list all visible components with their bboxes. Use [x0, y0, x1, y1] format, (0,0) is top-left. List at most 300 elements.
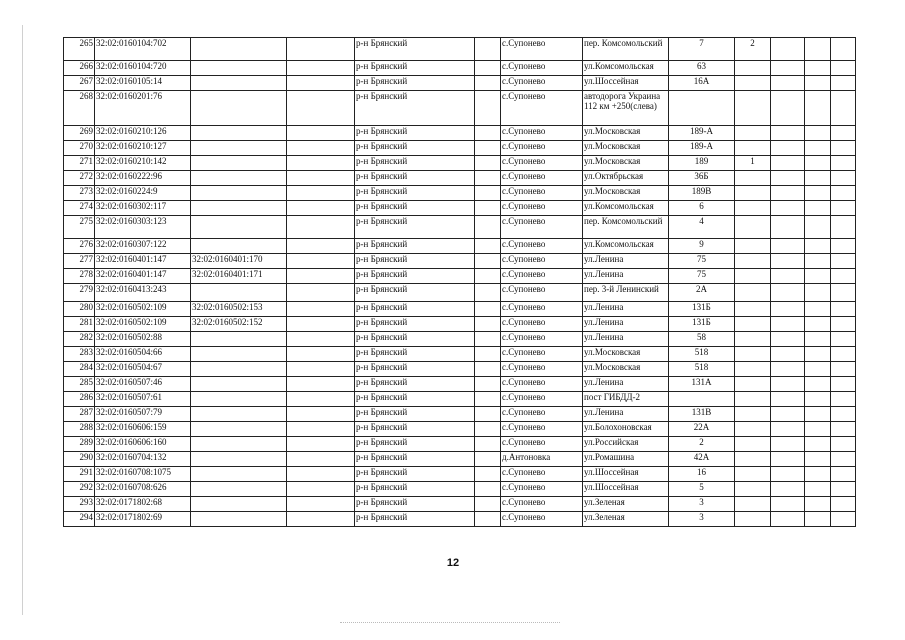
district: р-н Брянский — [355, 317, 475, 332]
empty-cell — [475, 171, 501, 186]
linked-cadastral-number — [191, 377, 287, 392]
empty-cell — [771, 91, 805, 126]
empty-cell — [287, 317, 355, 332]
empty-cell — [831, 186, 856, 201]
table-row — [64, 467, 856, 482]
table-row — [64, 76, 856, 91]
district: р-н Брянский — [355, 422, 475, 437]
row-number: 293 — [64, 497, 95, 512]
table-row — [64, 317, 856, 332]
settlement: с.Супонево — [501, 362, 583, 377]
table-row — [64, 437, 856, 452]
empty-cell — [831, 512, 856, 527]
cadastral-number: 32:02:0160222:96 — [95, 171, 191, 186]
row-number: 292 — [64, 482, 95, 497]
settlement: с.Супонево — [501, 512, 583, 527]
linked-cadastral-number — [191, 332, 287, 347]
district: р-н Брянский — [355, 216, 475, 239]
extra-value: 2 — [735, 38, 771, 61]
empty-cell — [475, 437, 501, 452]
empty-cell — [771, 269, 805, 284]
street: ул.Комсомольская — [583, 201, 669, 216]
cadastral-number: 32:02:0160504:67 — [95, 362, 191, 377]
row-number: 291 — [64, 467, 95, 482]
house-number: 2А — [669, 284, 735, 302]
empty-cell — [771, 216, 805, 239]
house-number: 42А — [669, 452, 735, 467]
empty-cell — [805, 171, 831, 186]
empty-cell — [831, 347, 856, 362]
row-number: 288 — [64, 422, 95, 437]
settlement: с.Супонево — [501, 61, 583, 76]
empty-cell — [475, 377, 501, 392]
cadastral-number: 32:02:0160104:702 — [95, 38, 191, 61]
empty-cell — [287, 407, 355, 422]
extra-value — [735, 171, 771, 186]
empty-cell — [805, 216, 831, 239]
extra-value — [735, 61, 771, 76]
empty-cell — [475, 347, 501, 362]
table-row — [64, 392, 856, 407]
cadastral-number: 32:02:0160502:88 — [95, 332, 191, 347]
settlement: с.Супонево — [501, 239, 583, 254]
empty-cell — [287, 437, 355, 452]
row-number: 269 — [64, 126, 95, 141]
empty-cell — [475, 482, 501, 497]
empty-cell — [771, 156, 805, 171]
empty-cell — [475, 156, 501, 171]
empty-cell — [831, 392, 856, 407]
empty-cell — [831, 452, 856, 467]
empty-cell — [805, 482, 831, 497]
settlement: с.Супонево — [501, 201, 583, 216]
empty-cell — [805, 186, 831, 201]
house-number: 131Б — [669, 302, 735, 317]
table-row — [64, 512, 856, 527]
empty-cell — [805, 156, 831, 171]
extra-value — [735, 302, 771, 317]
row-number: 277 — [64, 254, 95, 269]
cadastral-number: 32:02:0160401:147 — [95, 254, 191, 269]
street: ул.Шоссейная — [583, 76, 669, 91]
empty-cell — [831, 482, 856, 497]
empty-cell — [475, 239, 501, 254]
house-number: 7 — [669, 38, 735, 61]
extra-value — [735, 269, 771, 284]
row-number: 294 — [64, 512, 95, 527]
empty-cell — [831, 171, 856, 186]
linked-cadastral-number — [191, 156, 287, 171]
extra-value — [735, 317, 771, 332]
empty-cell — [475, 38, 501, 61]
empty-cell — [771, 422, 805, 437]
settlement: с.Супонево — [501, 317, 583, 332]
settlement: с.Супонево — [501, 156, 583, 171]
district: р-н Брянский — [355, 201, 475, 216]
empty-cell — [771, 482, 805, 497]
house-number: 16А — [669, 76, 735, 91]
empty-cell — [771, 201, 805, 216]
empty-cell — [805, 239, 831, 254]
empty-cell — [771, 61, 805, 76]
empty-cell — [771, 302, 805, 317]
empty-cell — [287, 422, 355, 437]
empty-cell — [287, 497, 355, 512]
district: р-н Брянский — [355, 482, 475, 497]
row-number: 283 — [64, 347, 95, 362]
settlement: с.Супонево — [501, 269, 583, 284]
linked-cadastral-number — [191, 347, 287, 362]
house-number: 16 — [669, 467, 735, 482]
empty-cell — [287, 156, 355, 171]
empty-cell — [805, 269, 831, 284]
empty-cell — [805, 126, 831, 141]
row-number: 289 — [64, 437, 95, 452]
row-number: 281 — [64, 317, 95, 332]
row-number: 275 — [64, 216, 95, 239]
settlement: с.Супонево — [501, 392, 583, 407]
empty-cell — [771, 467, 805, 482]
cadastral-number: 32:02:0160210:126 — [95, 126, 191, 141]
empty-cell — [831, 141, 856, 156]
house-number: 189В — [669, 186, 735, 201]
district: р-н Брянский — [355, 362, 475, 377]
extra-value — [735, 467, 771, 482]
linked-cadastral-number — [191, 38, 287, 61]
table-row — [64, 407, 856, 422]
street: ул.Ленина — [583, 317, 669, 332]
row-number: 279 — [64, 284, 95, 302]
empty-cell — [771, 141, 805, 156]
table-row — [64, 254, 856, 269]
settlement: с.Супонево — [501, 377, 583, 392]
cadastral-number: 32:02:0160708:626 — [95, 482, 191, 497]
house-number: 22А — [669, 422, 735, 437]
linked-cadastral-number — [191, 482, 287, 497]
empty-cell — [287, 512, 355, 527]
empty-cell — [475, 407, 501, 422]
empty-cell — [287, 171, 355, 186]
empty-cell — [475, 467, 501, 482]
empty-cell — [831, 269, 856, 284]
empty-cell — [287, 467, 355, 482]
district: р-н Брянский — [355, 141, 475, 156]
row-number: 285 — [64, 377, 95, 392]
street: ул.Московская — [583, 156, 669, 171]
cadastral-number: 32:02:0160210:127 — [95, 141, 191, 156]
table-row — [64, 284, 856, 302]
house-number: 518 — [669, 347, 735, 362]
street: ул.Российская — [583, 437, 669, 452]
house-number: 189-А — [669, 126, 735, 141]
street: ул.Ленина — [583, 302, 669, 317]
empty-cell — [831, 302, 856, 317]
empty-cell — [831, 467, 856, 482]
empty-cell — [771, 254, 805, 269]
page-number: 12 — [446, 557, 460, 569]
empty-cell — [475, 254, 501, 269]
empty-cell — [475, 362, 501, 377]
empty-cell — [475, 61, 501, 76]
linked-cadastral-number — [191, 497, 287, 512]
cadastral-number: 32:02:0160413:243 — [95, 284, 191, 302]
address-registry-table — [63, 37, 856, 527]
linked-cadastral-number — [191, 76, 287, 91]
empty-cell — [771, 497, 805, 512]
table-row — [64, 156, 856, 171]
empty-cell — [771, 407, 805, 422]
empty-cell — [771, 171, 805, 186]
row-number: 266 — [64, 61, 95, 76]
empty-cell — [475, 91, 501, 126]
empty-cell — [831, 254, 856, 269]
table-row — [64, 347, 856, 362]
extra-value — [735, 482, 771, 497]
row-number: 270 — [64, 141, 95, 156]
extra-value — [735, 141, 771, 156]
linked-cadastral-number — [191, 392, 287, 407]
house-number: 9 — [669, 239, 735, 254]
empty-cell — [805, 452, 831, 467]
empty-cell — [287, 91, 355, 126]
house-number: 131А — [669, 377, 735, 392]
extra-value — [735, 362, 771, 377]
district: р-н Брянский — [355, 332, 475, 347]
empty-cell — [287, 482, 355, 497]
empty-cell — [771, 284, 805, 302]
table-row — [64, 239, 856, 254]
street: ул.Московская — [583, 126, 669, 141]
district: р-н Брянский — [355, 437, 475, 452]
house-number: 518 — [669, 362, 735, 377]
house-number: 131В — [669, 407, 735, 422]
row-number: 284 — [64, 362, 95, 377]
street: ул.Зеленая — [583, 512, 669, 527]
empty-cell — [475, 141, 501, 156]
empty-cell — [805, 76, 831, 91]
empty-cell — [287, 141, 355, 156]
empty-cell — [475, 422, 501, 437]
linked-cadastral-number: 32:02:0160401:170 — [191, 254, 287, 269]
row-number: 265 — [64, 38, 95, 61]
empty-cell — [805, 437, 831, 452]
street: ул.Комсомольская — [583, 239, 669, 254]
empty-cell — [831, 76, 856, 91]
cadastral-number: 32:02:0160504:66 — [95, 347, 191, 362]
cadastral-number: 32:02:0160303:123 — [95, 216, 191, 239]
empty-cell — [771, 317, 805, 332]
extra-value — [735, 186, 771, 201]
empty-cell — [831, 437, 856, 452]
empty-cell — [287, 61, 355, 76]
cadastral-number: 32:02:0160224:9 — [95, 186, 191, 201]
district: р-н Брянский — [355, 407, 475, 422]
house-number: 189-А — [669, 141, 735, 156]
empty-cell — [771, 332, 805, 347]
table-row — [64, 91, 856, 126]
district: р-н Брянский — [355, 186, 475, 201]
table-row — [64, 201, 856, 216]
extra-value — [735, 437, 771, 452]
empty-cell — [287, 377, 355, 392]
empty-cell — [287, 269, 355, 284]
linked-cadastral-number — [191, 201, 287, 216]
district: р-н Брянский — [355, 38, 475, 61]
extra-value — [735, 377, 771, 392]
house-number: 2 — [669, 437, 735, 452]
linked-cadastral-number — [191, 407, 287, 422]
row-number: 278 — [64, 269, 95, 284]
house-number: 131Б — [669, 317, 735, 332]
house-number — [669, 91, 735, 126]
table-row — [64, 452, 856, 467]
house-number: 3 — [669, 512, 735, 527]
cadastral-number: 32:02:0160105:14 — [95, 76, 191, 91]
district: р-н Брянский — [355, 497, 475, 512]
extra-value — [735, 512, 771, 527]
empty-cell — [475, 332, 501, 347]
cadastral-number: 32:02:0160201:76 — [95, 91, 191, 126]
empty-cell — [831, 497, 856, 512]
linked-cadastral-number: 32:02:0160502:153 — [191, 302, 287, 317]
linked-cadastral-number — [191, 141, 287, 156]
district: р-н Брянский — [355, 171, 475, 186]
district: р-н Брянский — [355, 284, 475, 302]
street: ул.Ленина — [583, 407, 669, 422]
row-number: 287 — [64, 407, 95, 422]
empty-cell — [475, 512, 501, 527]
linked-cadastral-number: 32:02:0160401:171 — [191, 269, 287, 284]
empty-cell — [475, 317, 501, 332]
cadastral-number: 32:02:0160606:159 — [95, 422, 191, 437]
empty-cell — [287, 76, 355, 91]
street: ул.Ленина — [583, 269, 669, 284]
empty-cell — [475, 216, 501, 239]
street: ул.Октябрьская — [583, 171, 669, 186]
settlement: с.Супонево — [501, 38, 583, 61]
empty-cell — [475, 201, 501, 216]
empty-cell — [831, 422, 856, 437]
table-row — [64, 362, 856, 377]
table-row — [64, 186, 856, 201]
settlement: с.Супонево — [501, 254, 583, 269]
street: ул.Московская — [583, 186, 669, 201]
district: р-н Брянский — [355, 452, 475, 467]
cadastral-number: 32:02:0171802:69 — [95, 512, 191, 527]
table-row — [64, 216, 856, 239]
empty-cell — [831, 91, 856, 126]
linked-cadastral-number — [191, 437, 287, 452]
settlement: с.Супонево — [501, 284, 583, 302]
empty-cell — [287, 362, 355, 377]
district: р-н Брянский — [355, 392, 475, 407]
settlement: с.Супонево — [501, 482, 583, 497]
extra-value — [735, 76, 771, 91]
linked-cadastral-number — [191, 284, 287, 302]
cadastral-number: 32:02:0160507:79 — [95, 407, 191, 422]
empty-cell — [805, 332, 831, 347]
district: р-н Брянский — [355, 254, 475, 269]
house-number: 5 — [669, 482, 735, 497]
row-number: 276 — [64, 239, 95, 254]
empty-cell — [771, 76, 805, 91]
empty-cell — [831, 317, 856, 332]
street: ул.Ромашина — [583, 452, 669, 467]
extra-value — [735, 452, 771, 467]
linked-cadastral-number — [191, 171, 287, 186]
empty-cell — [831, 38, 856, 61]
linked-cadastral-number — [191, 186, 287, 201]
empty-cell — [771, 512, 805, 527]
settlement: с.Супонево — [501, 141, 583, 156]
row-number: 274 — [64, 201, 95, 216]
empty-cell — [287, 216, 355, 239]
table-row — [64, 61, 856, 76]
empty-cell — [831, 362, 856, 377]
empty-cell — [805, 377, 831, 392]
house-number: 3 — [669, 497, 735, 512]
table-row — [64, 38, 856, 61]
row-number: 286 — [64, 392, 95, 407]
empty-cell — [771, 38, 805, 61]
linked-cadastral-number — [191, 239, 287, 254]
empty-cell — [831, 407, 856, 422]
empty-cell — [831, 201, 856, 216]
house-number: 36Б — [669, 171, 735, 186]
empty-cell — [287, 347, 355, 362]
extra-value — [735, 254, 771, 269]
linked-cadastral-number — [191, 452, 287, 467]
row-number: 280 — [64, 302, 95, 317]
street: пер. Комсомольский — [583, 38, 669, 61]
settlement: с.Супонево — [501, 332, 583, 347]
extra-value — [735, 126, 771, 141]
empty-cell — [805, 467, 831, 482]
cadastral-number: 32:02:0160210:142 — [95, 156, 191, 171]
cadastral-number: 32:02:0160104:720 — [95, 61, 191, 76]
empty-cell — [805, 362, 831, 377]
empty-cell — [287, 201, 355, 216]
empty-cell — [771, 347, 805, 362]
house-number: 189 — [669, 156, 735, 171]
empty-cell — [287, 392, 355, 407]
street: пост ГИБДД-2 — [583, 392, 669, 407]
extra-value — [735, 407, 771, 422]
empty-cell — [805, 284, 831, 302]
extra-value — [735, 201, 771, 216]
house-number: 4 — [669, 216, 735, 239]
house-number: 75 — [669, 269, 735, 284]
empty-cell — [831, 156, 856, 171]
cadastral-number: 32:02:0160708:1075 — [95, 467, 191, 482]
district: р-н Брянский — [355, 156, 475, 171]
district: р-н Брянский — [355, 126, 475, 141]
empty-cell — [831, 216, 856, 239]
empty-cell — [287, 126, 355, 141]
table-row — [64, 482, 856, 497]
street: автодорога Украина 112 км +250(слева) — [583, 91, 669, 126]
empty-cell — [805, 141, 831, 156]
empty-cell — [475, 452, 501, 467]
empty-cell — [771, 377, 805, 392]
street: ул.Комсомольская — [583, 61, 669, 76]
empty-cell — [831, 126, 856, 141]
empty-cell — [805, 254, 831, 269]
house-number: 58 — [669, 332, 735, 347]
cadastral-number: 32:02:0160302:117 — [95, 201, 191, 216]
empty-cell — [287, 186, 355, 201]
empty-cell — [287, 239, 355, 254]
